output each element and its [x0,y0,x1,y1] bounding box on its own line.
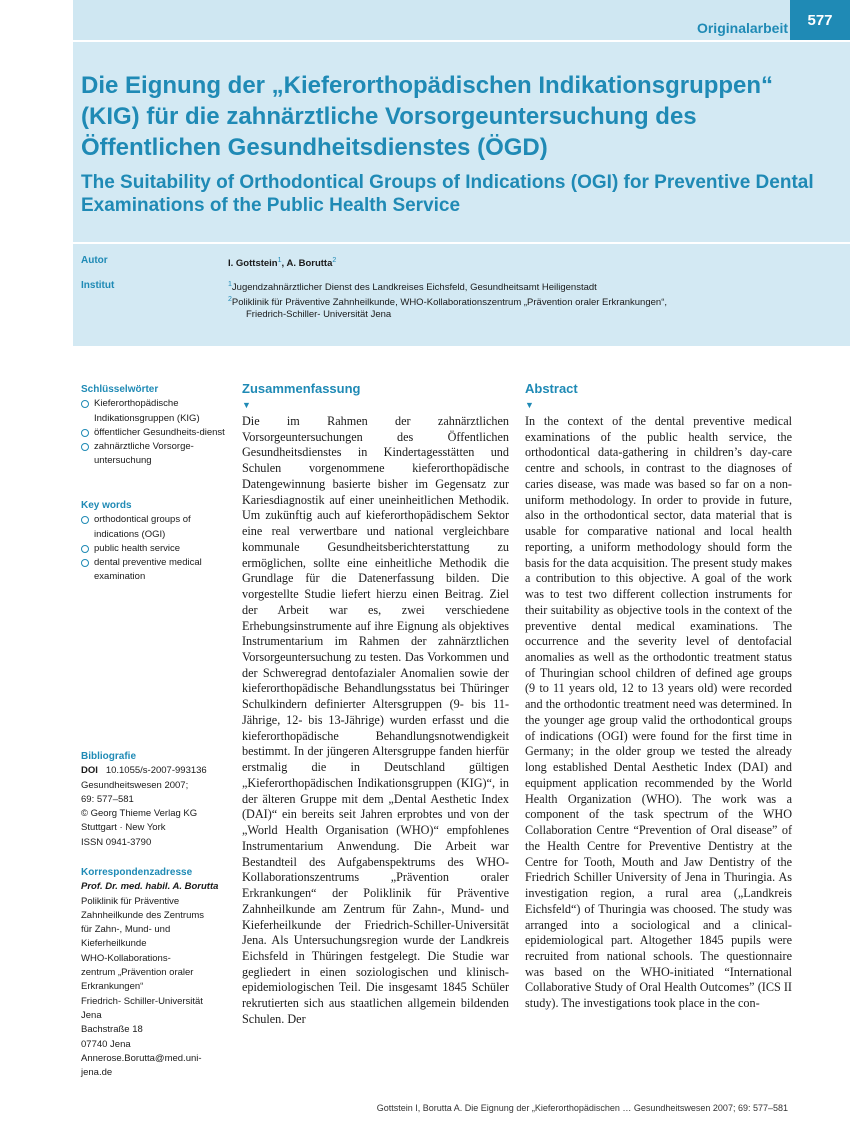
keyword-item: öffentlicher Gesundheits-dienst [81,426,231,440]
journal-line: 69: 577–581 [81,793,134,805]
doi-link[interactable]: 10.1055/s-2007-993136 [105,765,207,777]
affiliation-list [228,279,667,321]
journal-line: Gesundheitswesen 2007; [81,779,189,791]
bibliography-title: Bibliografie [81,751,137,762]
affiliation-mark: 2 [228,296,232,304]
abstract-text: In the context of the dental preventive medical examinations of the public health service, the orthodontical data-gathering in children’s day-care centre and schools, in contrast to the diagnoses of caries disease, was made was based so far on a non-uniform methodology. In order to provide in future, also in the orthodontical sector, data material that is usable for comparative national and local health reporting, a uniform methodology should form the basis for the data acquisition. The present study makes a contribution to this objective. A goal of the work was to test two different collection instruments for their suitability as objective tools in the context of the preventive dental medical examinations. The occurrence and the severity level of dentofacial anomalies as well as the orthodontic treatment status of Thuringian school children of defined age groups (9 to 11 years old, 12 to 13 years old) were recorded and the orthodontic treatment need was determined. In the younger age group valid the orthodontical groups of indications (OGI) were found for the first time in Germany; in the older group we tested the already long established Dental Aesthetic Index (DAI) and equipment application recommended by the World Health Organization (WHO). The work was a component of the task spectrum of the WHO Collaboration Centre “Prevention of Oral disease” of the Health Centre for Preventive Dentistry at the Centre for Tooth, Mouth and Jaw Dentistry of the Friedrich Schiller University of Jena in Thuringia. As investigation region, a rural area („Landkreis Eichsfeld“) of Thuringia was choosed. The study was arranged into a sociological and a clinical-epidemiological part. Altogether 1845 pupils were recruited from national schools. The questionnaire was based on the WHO-initiated “International Collaborative Study of Oral Health Outcomes” (ICS II study). The investigations took place in the con- [525,414,792,1011]
institute-label: Institut [81,280,115,291]
keyword-item: dental preventive medical examination [81,556,231,585]
affiliation-mark: 1 [228,281,232,288]
arrow-down-icon: ▼ [242,400,251,410]
affiliation-text: Jugendzahnärztlicher Dienst des Landkreises Eichsfeld, Gesundheitsamt Heiligenstadt [231,282,597,294]
author-label: Autor [81,255,108,266]
issn: ISSN 0941-3790 [81,836,152,848]
correspondence-title: Korrespondenzadresse [81,867,193,878]
arrow-down-icon: ▼ [525,400,534,410]
section-label: Originalarbeit [696,20,788,36]
address-line: Friedrich- Schiller-Universität [81,995,203,1007]
publisher-line: © Georg Thieme Verlag KG [81,808,198,820]
address-line: 07740 Jena [81,1038,131,1050]
address-line: Poliklinik für Präventive [81,895,180,907]
bibliography [81,750,231,850]
correspondence-address [81,866,231,1080]
keyword-item: orthodontical groups of indications (OGI) [81,513,231,542]
author-list [228,255,336,270]
address-line: Jena [81,1009,102,1021]
address-line: WHO-Kollaborations- [81,952,171,964]
doi-label: DOI [81,765,98,777]
author-affiliation-mark: 1 [277,257,282,264]
address-line: Erkrankungen“ [81,981,144,993]
address-line: für Zahn-, Mund- und [81,924,171,936]
affiliation-2 [228,294,667,309]
keywords-german-title: Schlüsselwörter [81,384,159,395]
affiliation-2-continued: Friedrich-Schiller- Universität Jena [246,309,392,321]
author-name: I. Gottstein [228,258,278,270]
zusammenfassung-text: Die im Rahmen der zahnärztlichen Vorsorgeuntersuchungen des Öffentlichen Gesundheitsdienstes in Kindertagesstätten und Schulen vorgenommene kieferorthopädische Datengewinnung basierte bisher im Gegensatz zur Kariesdiagnostik auf einer uneinheitlichen Methodik. Um zukünftig auch auf kieferorthopädischem Sektor eine real verwertbare und national vergleichbare kommunale Gesundheitsberichterstattung zu ermöglichen, sollte eine einheitliche Methodik die Grundlage für die Datenerfassung bilden. Die vorgestellte Studie liefert hierzu einen Beitrag. Ziel der Arbeit war es, zwei verschiedene Erhebungsinstrumente auf ihre Eignung als objektives Instrumentarium im Rahmen der zahnärztlichen Vorsorgeuntersuchung zu testen. Das Vorkommen und der Schweregrad dentofazialer Anomalien sowie der kieferorthopädische Behandlungsstatus bei Thüringer Schulkindern definierter Altersgruppen (9- bis 11-Jährige, 12- bis 13-Jährige) wurden erfasst und die kieferorthopädische Behandlungsnotwendigkeit bestimmt. In der jüngeren Altersgruppe fanden hierfür erstmalig die in Deutschland gültigen „Kieferorthopädischen Indikationsgruppen (KIG)“, in der älteren Gruppe mit dem „Dental Aesthetic Index (DAI)“ ein bereits seit Jahren erprobtes und von der „World Health Organisation (WHO)“ empfohlenes Instrumentarium Anwendung. Die Arbeit war Bestandteil des Aufgabenspektrums des WHO-Kollaborationszentrums „Prävention oraler Erkrankungen“ der Poliklinik für Präventive Zahnheilkunde am Zentrum für Zahn-, Mund- und Kieferheilkunde der Friedrich-Schiller-Universität Jena. Als Untersuchungsregion wurde der Landkreis Eichsfeld in Thüringen festgelegt. Die Studie war gegliedert in einen soziologischen und klinisch-epidemiologischen Teil. Die insgesamt 1845 Schüler rekrutierten sich aus staatlichen allgemein bildenden Schulen. Der [242,414,509,1026]
keywords-english-title: Key words [81,500,132,511]
affiliation-text: Poliklinik für Präventive Zahnheilkunde, WHO-Kollaborationszentrum „Prävention oraler Erkrankungen“, [231,297,667,309]
keywords-english [81,499,231,585]
doi-line [81,764,231,778]
article-title-german: Die Eignung der „Kieferorthopädischen Indikationsgruppen“ (KIG) für die zahnärztliche Vorsorgeuntersuchung des Öffentlichen Gesundheitsdienstes (ÖGD) [81,72,774,161]
email-link[interactable]: jena.de [81,1067,113,1079]
address-line: Bachstraße 18 [81,1024,143,1036]
keyword-item: zahnärztliche Vorsorge-untersuchung [81,440,231,469]
correspondence-name: Prof. Dr. med. habil. A. Borutta [81,881,219,893]
publisher-line: Stuttgart · New York [81,822,166,834]
footer-citation: Gottstein I, Borutta A. Die Eignung der „Kieferorthopädischen … Gesundheitswesen 2007; 69: 577–581 [376,1103,788,1113]
keyword-item: Kieferorthopädische Indikationsgruppen (KIG) [81,397,231,426]
author-affiliation-mark: 2 [332,257,337,264]
email-link[interactable]: Annerose.Borutta@med.uni- [81,1052,202,1064]
keywords-german [81,383,231,469]
author-name: A. Borutta [286,258,333,270]
keyword-item: public health service [81,542,231,556]
author-separator: , [281,258,287,270]
affiliation-1 [228,279,667,294]
address-line: Zahnheilkunde des Zentrums [81,909,205,921]
article-title-english: The Suitability of Orthodontical Groups of Indications (OGI) for Preventive Dental Examinations of the Public Health Service [81,172,814,216]
abstract-heading: Abstract [525,381,578,396]
address-line: zentrum „Prävention oraler [81,967,194,979]
address-line: Kieferheilkunde [81,938,147,950]
zusammenfassung-heading: Zusammenfassung [242,381,361,396]
page-number: 577 [790,0,850,40]
